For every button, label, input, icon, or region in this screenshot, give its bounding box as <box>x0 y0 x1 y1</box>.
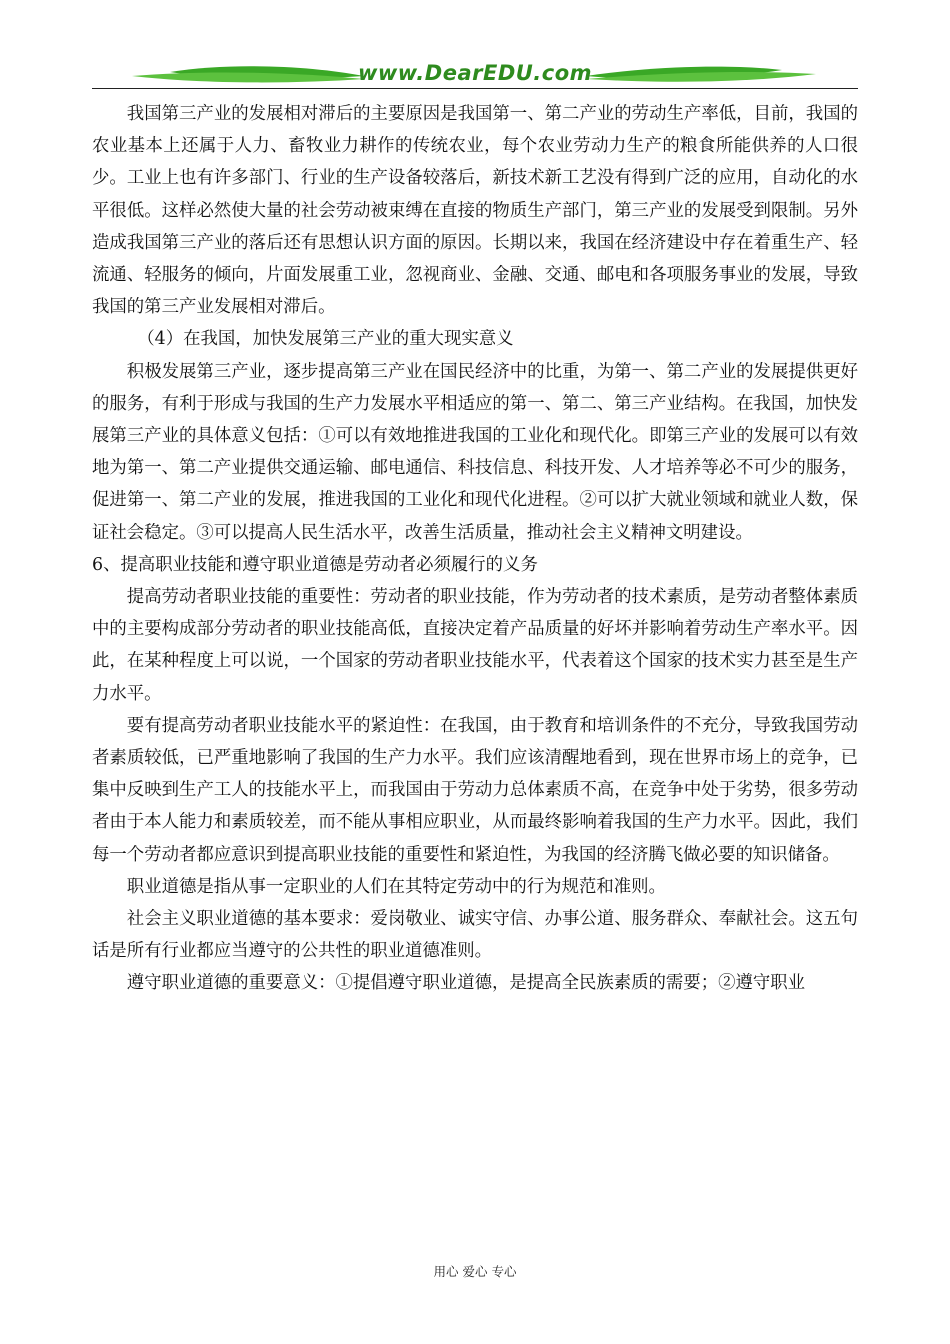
site-header-banner <box>92 60 858 90</box>
paragraph: 遵守职业道德的重要意义：①提倡遵守职业道德，是提高全民族素质的需要；②遵守职业 <box>126 973 806 994</box>
paragraph: 要有提高劳动者职业技能水平的紧迫性：在我国，由于教育和培训条件的不充分，导致我国劳动者素质较低，已严重地影响了我国的生产力水平。我们应该清醒地看到，现在世界市场上的竞争，已集中反映到生产工人的技能水平上，而我国由于劳动力总体素质不高，在竞争中处于劣势，很多劳动者由于本人能力和素质较差，而不能从事相应职业，从而最终影响着我国的生产力水平。因此，我们每一个劳动者都应意识到提高职业技能的重要性和紧迫性，为我国的经济腾飞做必要的知识储备。 <box>92 715 858 865</box>
paragraph: 提高劳动者职业技能的重要性：劳动者的职业技能，作为劳动者的技术素质，是劳动者整体素质中的主要构成部分劳动者的职业技能高低，直接决定着产品质量的好坏并影响着劳动生产率水平。因此，在某种程度上可以说，一个国家的劳动者职业技能水平，代表着这个国家的技术实力甚至是生产力水平。 <box>92 587 858 704</box>
page-footer: 用心 爱心 专心 <box>433 1264 517 1279</box>
section-heading: 6、提高职业技能和遵守职业道德是劳动者必须履行的义务 <box>92 554 538 575</box>
document-body <box>92 98 858 1000</box>
paragraph: 我国第三产业的发展相对滞后的主要原因是我国第一、第二产业的劳动生产率低，目前，我国的农业基本上还属于人力、畜牧业力耕作的传统农业，每个农业劳动力生产的粮食所能供养的人口很少。工业上也有许多部门、行业的生产设备较落后，新技术新工艺没有得到广泛的应用，自动化的水平很低。这样必然使大量的社会劳动被束缚在直接的物质生产部门，第三产业的发展受到限制。另外造成我国第三产业的落后还有思想认识方面的原因。长期以来，我国在经济建设中存在着重生产、轻流通、轻服务的倾向，片面发展重工业，忽视商业、金融、交通、邮电和各项服务事业的发展，导致我国的第三产业发展相对滞后。 <box>92 104 858 318</box>
paragraph: 社会主义职业道德的基本要求：爱岗敬业、诚实守信、办事公道、服务群众、奉献社会。这五句话是所有行业都应当遵守的公共性的职业道德准则。 <box>92 909 858 962</box>
subsection-heading: （4）在我国，加快发展第三产业的重大现实意义 <box>137 329 514 350</box>
paragraph: 职业道德是指从事一定职业的人们在其特定劳动中的行为规范和准则。 <box>126 876 666 897</box>
site-logo-text: www.DearEDU.com <box>357 61 593 85</box>
header-rule <box>92 88 858 89</box>
paragraph: 积极发展第三产业，逐步提高第三产业在国民经济中的比重，为第一、第二产业的发展提供更好的服务，有利于形成与我国的生产力发展水平相适应的第一、第二、第三产业结构。在我国，加快发展第三产业的具体意义包括：①可以有效地推进我国的工业化和现代化。即第三产业的发展可以有效地为第一、第二产业提供交通运输、邮电通信、科技信息、科技开发、人才培养等必不可少的服务，促进第一、第二产业的发展，推进我国的工业化和现代化进程。②可以扩大就业领域和就业人数，保证社会稳定。③可以提高人民生活水平，改善生活质量，推动社会主义精神文明建设。 <box>92 361 858 543</box>
